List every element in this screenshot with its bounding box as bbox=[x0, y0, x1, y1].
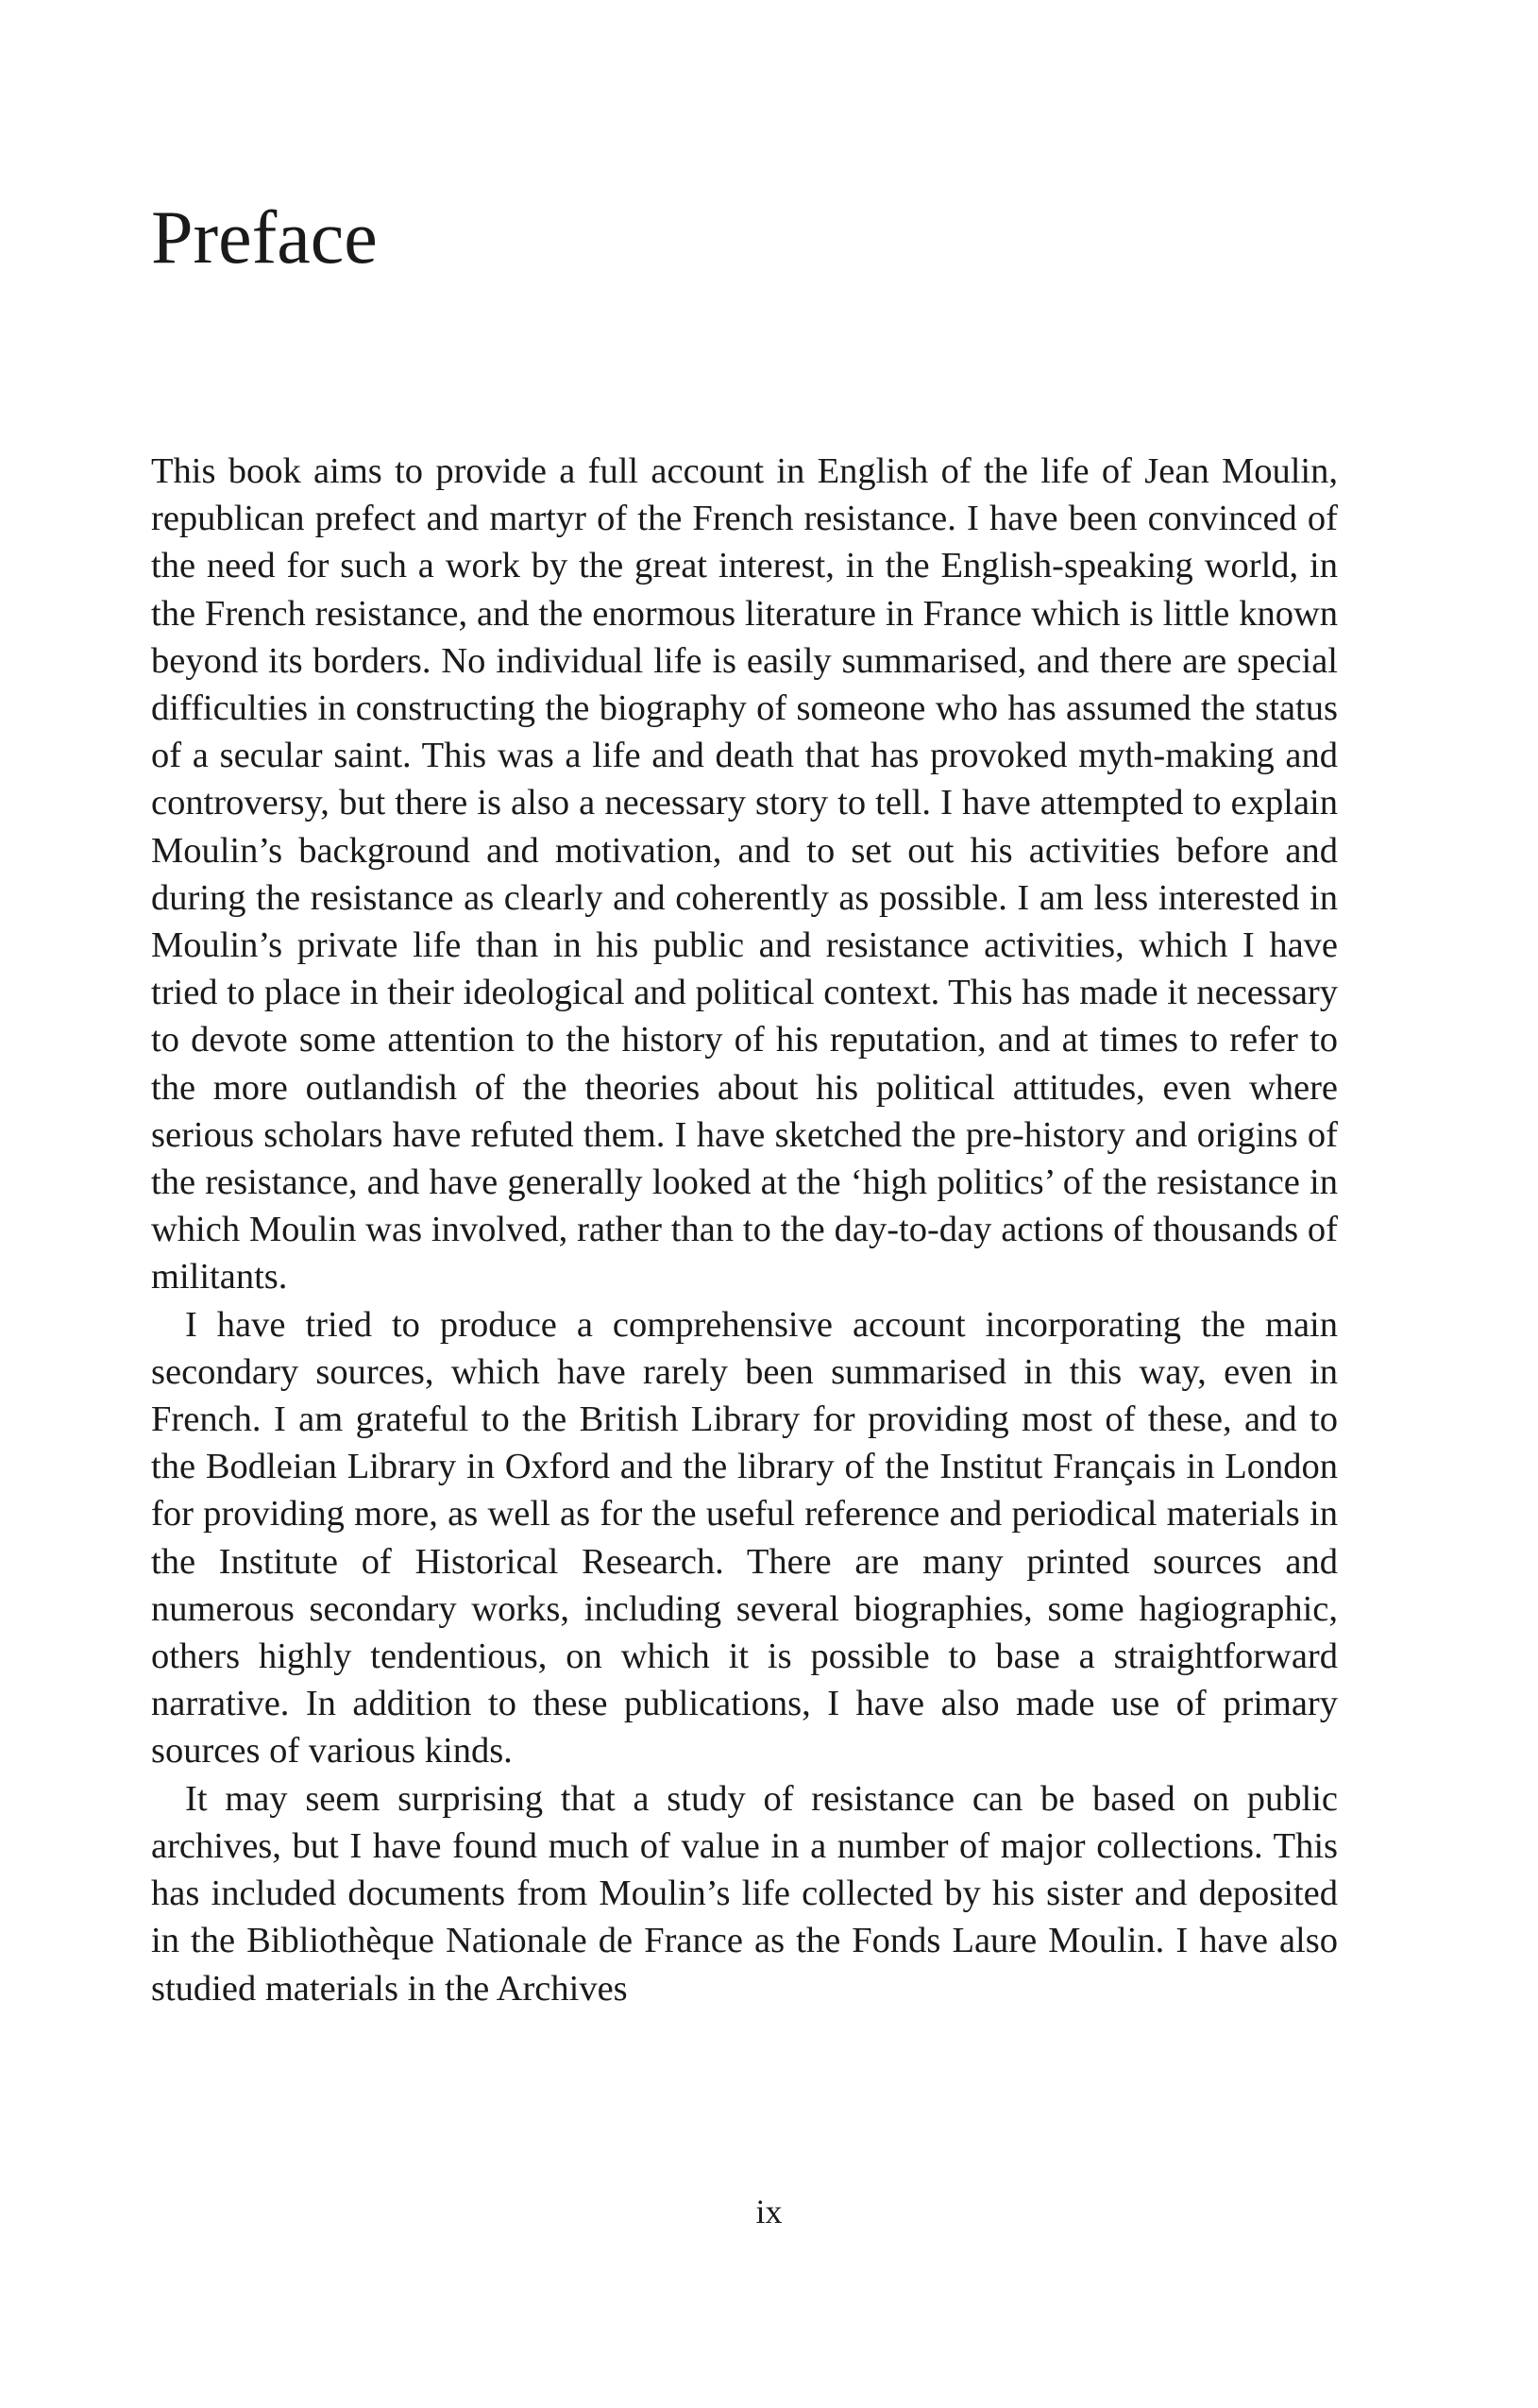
body-text bbox=[151, 448, 1338, 2012]
paragraph-3: It may seem surprising that a study of resistance can be based on public archives, but I have found much of value in a number of major collections. This has included documents from Moulin’s life collected by his sister and deposited in the Bibliothèque Nationale de France as the Fonds Laure Moulin. I have also studied materials in the Archives bbox=[151, 1778, 1338, 2009]
paragraph-1: This book aims to provide a full account in English of the life of Jean Moulin, republican prefect and martyr of the French resistance. I have been convinced of the need for such a work by the great interest, in the English-speaking world, in the French resistance, and the enormous literature in France which is little known beyond its borders. No individual life is easily summarised, and there are special difficulties in constructing the biography of someone who has assumed the status of a secular saint. This was a life and death that has provoked myth-making and controversy, but there is also a necessary story to tell. I have attempted to explain Moulin’s background and motivation, and to set out his activities before and during the resistance as clearly and coherently as possible. I am less interested in Moulin’s private life than in his public and resistance activities, which I have tried to place in their ideological and political context. This has made it necessary to devote some attention to the history of his reputation, and at times to refer to the more outlandish of the theories about his political attitudes, even where serious scholars have refuted them. I have sketched the pre-history and origins of the resistance, and have generally looked at the ‘high politics’ of the resistance in which Moulin was involved, rather than to the day-to-day actions of thousands of militants. bbox=[151, 451, 1338, 1297]
page-number: ix bbox=[755, 2193, 783, 2230]
page-title: Preface bbox=[151, 196, 378, 280]
paragraph-2: I have tried to produce a comprehensive account incorporating the main secondary sources, which have rarely been summarised in this way, even in French. I am grateful to the British Library for providing most of these, and to the Bodleian Library in Oxford and the library of the Institut Français in London for providing more, as well as for the useful reference and periodical materials in the Institute of Historical Research. There are many printed sources and numerous secondary works, including several biographies, some hagiographic, others highly tendentious, on which it is possible to base a straightforward narrative. In addition to these publications, I have also made use of primary sources of various kinds. bbox=[151, 1304, 1338, 1772]
